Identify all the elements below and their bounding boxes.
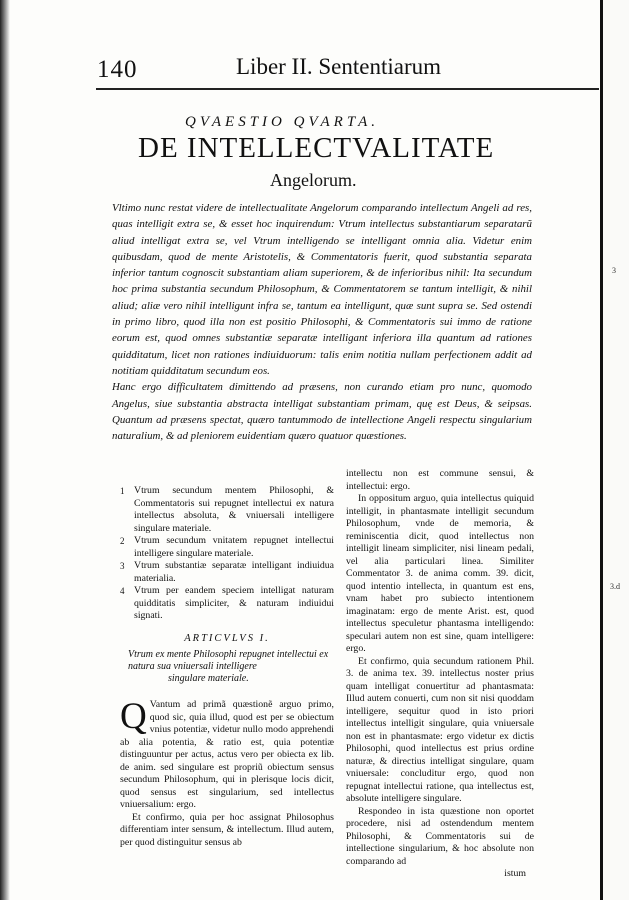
- article-paragraph: Et confirmo, quia per hoc assignat Philosophus differentiam inter sensum, & intellectum. Illud autem, per quod distinguitur sensus ab: [120, 811, 334, 848]
- question-list-item: [120, 485, 334, 535]
- intro-paragraph: Hanc ergo difficultatem dimittendo ad præsens, non curando etiam pro nunc, quomodo Angelus, siue substantia abstracta intelligat substantiam primam, quę est Deus, & seipsas. Quantum ad præsens spectat, quæro tantummodo de intellectione Angeli respectu singularium naturalium, & ad pleniorem euidentiam quæro quatuor quæstiones.: [112, 381, 532, 443]
- scan-left-edge-shadow: [0, 0, 10, 900]
- question-list-item: [120, 585, 334, 623]
- question-list-item: [120, 535, 334, 560]
- main-title: DE INTELLECTVALITATE: [138, 132, 495, 164]
- adjacent-page-gutter: [600, 0, 629, 900]
- running-head: Liber II. Sententiarum: [236, 54, 442, 79]
- article-question-line: Vtrum ex mente Philosophi repugnet intellectui ex natura sua vniuersali intelligere: [128, 649, 329, 672]
- page-number: 140: [97, 56, 138, 83]
- question-number: 2: [120, 536, 125, 546]
- question-title: QVAESTIO QVARTA.: [185, 114, 379, 130]
- right-column: [346, 468, 534, 881]
- catchword: istum: [504, 868, 526, 879]
- gutter-margin-mark: 3: [612, 266, 616, 275]
- question-text: Vtrum secundum vnitatem repugnet intellectui intelligere singulare materiale.: [134, 535, 334, 559]
- article-paragraph: [120, 696, 334, 812]
- article-question-line: singulare materiale.: [168, 673, 249, 684]
- article-heading: ARTICVLVS I.: [184, 632, 270, 644]
- question-text: Vtrum per eandem speciem intelligat naturam quidditatis simpliciter, & naturam indiuidui signati.: [134, 585, 334, 621]
- article-question: [120, 649, 334, 685]
- question-number: 4: [120, 586, 125, 596]
- right-paragraph: Et confirmo, quia secundum rationem Phil. 3. de anima tex. 39. intellectus noster prius quam intelligat conuertitur ad phantasmata: Illud autem conuerti, cum non sit nisi quoddam intelligere, sequitur quod in isto priori intellectus intelligit singulare, quia vniuersale non est in phantasmate: ergo videtur ex dictis Philosophi, quod intellectus est prius ordine naturæ, & directius intelligat singulare, quam vniuersale: concluditur ergo, quod non repugnat intellectui ratione, qua intellectus est, absolute intelligere singulare.: [346, 655, 534, 804]
- question-text: Vtrum secundum mentem Philosophi, & Commentatoris sui repugnet intellectui ex natura intellectus absoluta, & vniuersali intelligere singulare materiale.: [134, 485, 334, 534]
- intro-text: [112, 200, 532, 444]
- right-paragraph: Respondeo in ista quæstione non oportet procedere, nisi ad ostendendum mentem Philosophi, & Commentatoris sui de intellectione singularium, & hoc absolute non comparando ad: [346, 805, 534, 867]
- question-list-item: [120, 560, 334, 585]
- subtitle: Angelorum.: [270, 170, 357, 190]
- question-text: Vtrum substantiæ separatæ intelligant indiuidua materialia.: [134, 560, 334, 584]
- header-rule: [96, 88, 599, 90]
- article-paragraph-text: Vantum ad primã quæstionẽ arguo primo, quod sic, quia illud, quod est per se obiectum vnius potentiæ, videtur nullo modo apprehendi ab alia potentia, & ratio est, quia potentiæ distinguuntur per actus, actus vero per obiecta ex lib. de anim. sed singulare est propriũ obiectum sensus secundum Philosophum, qui in plerisque locis dicit, quod sensus est singularium, sed intellectus vniuersalium: ergo.: [120, 699, 334, 810]
- question-number: 1: [120, 486, 125, 496]
- left-column: [120, 485, 334, 849]
- question-number: 3: [120, 561, 125, 571]
- right-paragraph: In oppositum arguo, quia intellectus quiquid intelligit, in phantasmate intelligit secundum Philosophum, vnde de memoria, & reminiscentia dicit, quod intellectus non intelligit lineam simpliciter, nisi lineam pedali, vel alia particulari linea. Similiter Commentator 3. de anima comm. 39. dicit, quod intentio intellecta, in quantum est ens, vnam habet pro subiecto intentionem imaginatam: ergo de mente Arist. est, quod intellectus speculetur phantasma intelligendo: speculari autem non est sine, quam intelligere: ergo.: [346, 493, 534, 654]
- intro-paragraph: Vltimo nunc restat videre de intellectualitate Angelorum comparando intellectum Angeli ad res, quas intelligit extra se, & esset hoc inquirendum: Vtrum intellectus substantiarum separatarũ aliud intelligat extra se, vel Vtrum intelligendo se intelligant omnia alia. Videtur enim quibusdam, quod de mente Aristotelis, & Commentatoris fuerit, quod substantia separata inferior tantum cognoscit substantiam aliam superiorem, & de inferioribus nihil: Ita secundum hoc prima substantia secundum Philosophum, & Commentatorem se tantum intelligit, & nihil aliud; aliæ vero nihil intelligunt infra se, tantum ea intelligunt, quæ sunt supra se. Sed ostendi in primo libro, quod illa non est positio Philosophi, & Commentatoris sui immo de ratione eorum est, quod omnes substantiæ separatæ intelligant inferiora illa quantum ad rationes quidditatum, licet non rationes indiuiduorum: talis enim notitia nullam perfectionem addit ad notitiam quidditatum secundum eos.: [112, 202, 532, 377]
- right-paragraph: intellectu non est commune sensui, & intellectui: ergo.: [346, 468, 534, 492]
- gutter-margin-mark: 3.d: [610, 582, 620, 591]
- drop-cap: Q: [120, 696, 147, 737]
